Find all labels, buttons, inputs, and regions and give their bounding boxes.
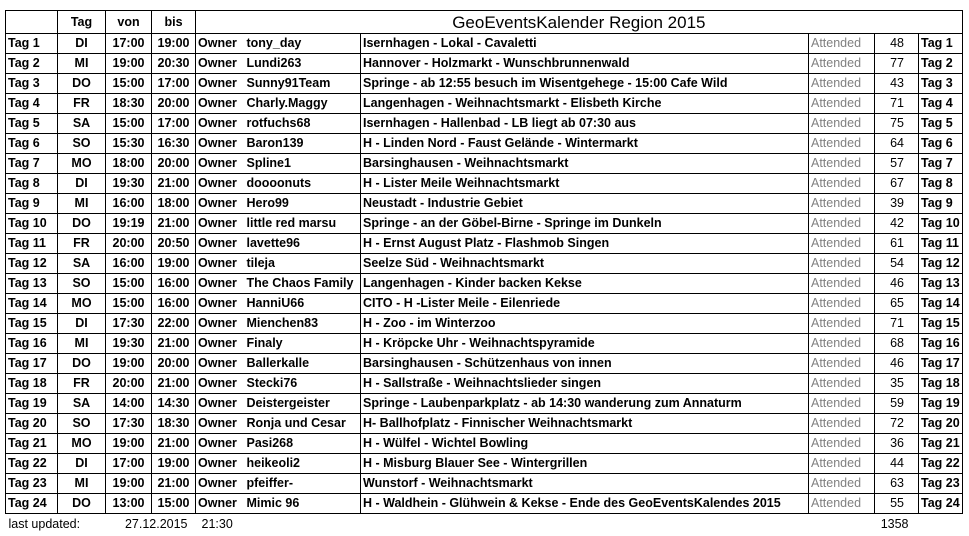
event-cell[interactable]: H- Ballhofplatz - Finnischer Weihnachtsmarkt (361, 414, 809, 434)
time-from-cell[interactable]: 19:00 (106, 354, 152, 374)
owner-name-cell[interactable]: lavette96 (245, 234, 361, 254)
time-from-cell[interactable]: 20:00 (106, 374, 152, 394)
day-label-cell[interactable]: Tag 13 (6, 274, 58, 294)
owner-name-cell[interactable]: Charly.Maggy (245, 94, 361, 114)
table-row (6, 154, 963, 174)
time-to-cell[interactable]: 20:00 (152, 94, 196, 114)
time-from-cell[interactable]: 17:00 (106, 454, 152, 474)
owner-name-cell[interactable]: heikeoli2 (245, 454, 361, 474)
status-cell[interactable]: Attended (809, 334, 875, 354)
attended-count-cell[interactable]: 54 (875, 254, 919, 274)
event-cell[interactable]: H - Sallstraße - Weihnachtslieder singen (361, 374, 809, 394)
event-cell[interactable]: Langenhagen - Weihnachtsmarkt - Elisbeth Kirche (361, 94, 809, 114)
owner-name-cell[interactable]: Mimic 96 (245, 494, 361, 514)
day-label-cell[interactable]: Tag 9 (6, 194, 58, 214)
weekday-cell[interactable]: MO (58, 154, 106, 174)
day-label-right-cell[interactable]: Tag 19 (919, 394, 963, 414)
owner-label-cell[interactable]: Owner (196, 54, 245, 74)
owner-name-cell[interactable]: Ballerkalle (245, 354, 361, 374)
attended-count-cell[interactable]: 75 (875, 114, 919, 134)
time-to-cell[interactable]: 22:00 (152, 314, 196, 334)
owner-name-cell[interactable]: Spline1 (245, 154, 361, 174)
last-updated-time[interactable]: 21:30 (201, 517, 233, 531)
owner-label-cell[interactable]: Owner (196, 234, 245, 254)
status-cell[interactable]: Attended (809, 434, 875, 454)
status-cell[interactable]: Attended (809, 194, 875, 214)
weekday-cell[interactable]: SA (58, 394, 106, 414)
weekday-cell[interactable]: FR (58, 94, 106, 114)
day-label-right-cell[interactable]: Tag 16 (919, 334, 963, 354)
status-cell[interactable]: Attended (809, 454, 875, 474)
status-cell[interactable]: Attended (809, 474, 875, 494)
time-from-cell[interactable]: 15:00 (106, 294, 152, 314)
table-row (6, 374, 963, 394)
day-label-right-cell[interactable]: Tag 3 (919, 74, 963, 94)
attended-count-cell[interactable]: 59 (875, 394, 919, 414)
attended-count-cell[interactable]: 44 (875, 454, 919, 474)
owner-label-cell[interactable]: Owner (196, 134, 245, 154)
status-cell[interactable]: Attended (809, 154, 875, 174)
day-label-cell[interactable]: Tag 15 (6, 314, 58, 334)
time-from-cell[interactable]: 19:00 (106, 54, 152, 74)
owner-name-cell[interactable]: Baron139 (245, 134, 361, 154)
status-cell[interactable]: Attended (809, 234, 875, 254)
day-label-right-cell[interactable]: Tag 22 (919, 454, 963, 474)
event-cell[interactable]: Hannover - Holzmarkt - Wunschbrunnenwald (361, 54, 809, 74)
owner-name-cell[interactable]: The Chaos Family (245, 274, 361, 294)
weekday-cell[interactable]: DO (58, 214, 106, 234)
day-label-right-cell[interactable]: Tag 8 (919, 174, 963, 194)
time-from-cell[interactable]: 13:00 (106, 494, 152, 514)
attended-count-cell[interactable]: 35 (875, 374, 919, 394)
day-label-cell[interactable]: Tag 18 (6, 374, 58, 394)
time-from-cell[interactable]: 19:00 (106, 474, 152, 494)
weekday-cell[interactable]: DO (58, 494, 106, 514)
owner-label-cell[interactable]: Owner (196, 314, 245, 334)
status-cell[interactable]: Attended (809, 274, 875, 294)
time-to-cell[interactable]: 16:30 (152, 134, 196, 154)
table-row (6, 354, 963, 374)
day-label-right-cell[interactable]: Tag 12 (919, 254, 963, 274)
event-cell[interactable]: H - Misburg Blauer See - Wintergrillen (361, 454, 809, 474)
day-label-right-cell[interactable]: Tag 14 (919, 294, 963, 314)
attended-count-cell[interactable]: 46 (875, 274, 919, 294)
day-label-cell[interactable]: Tag 19 (6, 394, 58, 414)
weekday-cell[interactable]: SO (58, 414, 106, 434)
owner-label-cell[interactable]: Owner (196, 334, 245, 354)
event-cell[interactable]: Springe - ab 12:55 besuch im Wisentgehege - 15:00 Cafe Wild (361, 74, 809, 94)
time-to-cell[interactable]: 18:00 (152, 194, 196, 214)
day-label-cell[interactable]: Tag 17 (6, 354, 58, 374)
day-label-cell[interactable]: Tag 3 (6, 74, 58, 94)
time-to-cell[interactable]: 16:00 (152, 274, 196, 294)
owner-name-cell[interactable]: Finaly (245, 334, 361, 354)
time-to-cell[interactable]: 21:00 (152, 434, 196, 454)
weekday-cell[interactable]: MI (58, 194, 106, 214)
weekday-cell[interactable]: MO (58, 294, 106, 314)
day-label-right-cell[interactable]: Tag 7 (919, 154, 963, 174)
weekday-cell[interactable]: SO (58, 274, 106, 294)
day-label-right-cell[interactable]: Tag 1 (919, 34, 963, 54)
weekday-cell[interactable]: DI (58, 174, 106, 194)
status-cell[interactable]: Attended (809, 254, 875, 274)
weekday-cell[interactable]: FR (58, 234, 106, 254)
day-label-cell[interactable]: Tag 11 (6, 234, 58, 254)
attended-count-cell[interactable]: 39 (875, 194, 919, 214)
table-row (6, 234, 963, 254)
table-row (6, 434, 963, 454)
event-cell[interactable]: Neustadt - Industrie Gebiet (361, 194, 809, 214)
table-row (6, 454, 963, 474)
status-cell[interactable]: Attended (809, 54, 875, 74)
owner-label-cell[interactable]: Owner (196, 114, 245, 134)
footer-spacer[interactable] (245, 514, 875, 535)
time-to-cell[interactable]: 20:50 (152, 234, 196, 254)
time-to-cell[interactable]: 20:00 (152, 354, 196, 374)
event-cell[interactable]: Barsinghausen - Schützenhaus von innen (361, 354, 809, 374)
event-cell[interactable]: CITO - H -Lister Meile - Eilenriede (361, 294, 809, 314)
owner-label-cell[interactable]: Owner (196, 214, 245, 234)
time-to-cell[interactable]: 19:00 (152, 254, 196, 274)
time-to-cell[interactable]: 17:00 (152, 74, 196, 94)
owner-name-cell[interactable]: rotfuchs68 (245, 114, 361, 134)
status-cell[interactable]: Attended (809, 214, 875, 234)
day-label-cell[interactable]: Tag 1 (6, 34, 58, 54)
event-cell[interactable]: Wunstorf - Weihnachtsmarkt (361, 474, 809, 494)
owner-name-cell[interactable]: Ronja und Cesar (245, 414, 361, 434)
day-label-right-cell[interactable]: Tag 20 (919, 414, 963, 434)
time-to-cell[interactable]: 19:00 (152, 454, 196, 474)
status-cell[interactable]: Attended (809, 414, 875, 434)
time-to-cell[interactable]: 15:00 (152, 494, 196, 514)
event-cell[interactable]: H - Linden Nord - Faust Gelände - Wintermarkt (361, 134, 809, 154)
owner-name-cell[interactable]: Pasi268 (245, 434, 361, 454)
day-label-cell[interactable]: Tag 20 (6, 414, 58, 434)
status-cell[interactable]: Attended (809, 174, 875, 194)
attended-count-cell[interactable]: 46 (875, 354, 919, 374)
time-from-cell[interactable]: 19:30 (106, 174, 152, 194)
owner-name-cell[interactable]: Deistergeister (245, 394, 361, 414)
owner-name-cell[interactable]: little red marsu (245, 214, 361, 234)
events-table (5, 10, 963, 534)
status-cell[interactable]: Attended (809, 354, 875, 374)
last-updated-date[interactable]: 27.12.2015 (124, 517, 188, 531)
day-label-cell[interactable]: Tag 12 (6, 254, 58, 274)
event-cell[interactable]: Langenhagen - Kinder backen Kekse (361, 274, 809, 294)
status-cell[interactable]: Attended (809, 94, 875, 114)
weekday-cell[interactable]: DI (58, 34, 106, 54)
event-cell[interactable]: H - Wülfel - Wichtel Bowling (361, 434, 809, 454)
day-label-right-cell[interactable]: Tag 13 (919, 274, 963, 294)
time-to-cell[interactable]: 18:30 (152, 414, 196, 434)
attended-count-cell[interactable]: 71 (875, 94, 919, 114)
weekday-cell[interactable]: MI (58, 54, 106, 74)
status-cell[interactable]: Attended (809, 294, 875, 314)
time-to-cell[interactable]: 19:00 (152, 34, 196, 54)
day-label-right-cell[interactable]: Tag 23 (919, 474, 963, 494)
last-updated-label[interactable]: last updated: (8, 517, 81, 531)
attended-total[interactable]: 1358 (880, 517, 909, 531)
table-row (6, 334, 963, 354)
day-label-right-cell[interactable]: Tag 6 (919, 134, 963, 154)
day-label-cell[interactable]: Tag 21 (6, 434, 58, 454)
time-from-cell[interactable]: 19:00 (106, 434, 152, 454)
owner-label-cell[interactable]: Owner (196, 174, 245, 194)
time-to-cell[interactable]: 21:00 (152, 474, 196, 494)
owner-label-cell[interactable]: Owner (196, 354, 245, 374)
table-row (6, 394, 963, 414)
status-cell[interactable]: Attended (809, 114, 875, 134)
event-cell[interactable]: H - Waldhein - Glühwein & Kekse - Ende des GeoEventsKalendes 2015 (361, 494, 809, 514)
footer-spacer-end[interactable] (919, 514, 963, 535)
event-cell[interactable]: Springe - Laubenparkplatz - ab 14:30 wanderung zum Annaturm (361, 394, 809, 414)
day-label-right-cell[interactable]: Tag 18 (919, 374, 963, 394)
attended-count-cell[interactable]: 57 (875, 154, 919, 174)
status-cell[interactable]: Attended (809, 134, 875, 154)
table-row (6, 134, 963, 154)
weekday-cell[interactable]: DI (58, 454, 106, 474)
day-label-cell[interactable]: Tag 16 (6, 334, 58, 354)
day-label-cell[interactable]: Tag 7 (6, 154, 58, 174)
day-label-right-cell[interactable]: Tag 17 (919, 354, 963, 374)
weekday-cell[interactable]: DI (58, 314, 106, 334)
time-from-cell[interactable]: 17:30 (106, 314, 152, 334)
table-row (6, 174, 963, 194)
event-cell[interactable]: Isernhagen - Lokal - Cavaletti (361, 34, 809, 54)
weekday-cell[interactable]: MI (58, 334, 106, 354)
day-label-cell[interactable]: Tag 6 (6, 134, 58, 154)
time-to-cell[interactable]: 21:00 (152, 334, 196, 354)
time-to-cell[interactable]: 21:00 (152, 214, 196, 234)
time-to-cell[interactable]: 21:00 (152, 374, 196, 394)
time-from-cell[interactable]: 15:00 (106, 274, 152, 294)
weekday-cell[interactable]: SO (58, 134, 106, 154)
owner-label-cell[interactable]: Owner (196, 274, 245, 294)
time-to-cell[interactable]: 14:30 (152, 394, 196, 414)
header-tag[interactable]: Tag (58, 11, 106, 34)
weekday-cell[interactable]: SA (58, 254, 106, 274)
time-from-cell[interactable]: 19:19 (106, 214, 152, 234)
owner-name-cell[interactable]: Hero99 (245, 194, 361, 214)
attended-count-cell[interactable]: 68 (875, 334, 919, 354)
time-from-cell[interactable]: 17:30 (106, 414, 152, 434)
day-label-cell[interactable]: Tag 4 (6, 94, 58, 114)
day-label-cell[interactable]: Tag 14 (6, 294, 58, 314)
day-label-cell[interactable]: Tag 24 (6, 494, 58, 514)
table-row (6, 74, 963, 94)
owner-name-cell[interactable]: Stecki76 (245, 374, 361, 394)
day-label-cell[interactable]: Tag 2 (6, 54, 58, 74)
attended-count-cell[interactable]: 42 (875, 214, 919, 234)
attended-count-cell[interactable]: 36 (875, 434, 919, 454)
owner-name-cell[interactable]: HanniU66 (245, 294, 361, 314)
event-cell[interactable]: Seelze Süd - Weihnachtsmarkt (361, 254, 809, 274)
status-cell[interactable]: Attended (809, 394, 875, 414)
table-row (6, 474, 963, 494)
event-cell[interactable]: H - Lister Meile Weihnachtsmarkt (361, 174, 809, 194)
table-row (6, 114, 963, 134)
day-label-cell[interactable]: Tag 22 (6, 454, 58, 474)
owner-label-cell[interactable]: Owner (196, 454, 245, 474)
attended-count-cell[interactable]: 67 (875, 174, 919, 194)
attended-count-cell[interactable]: 43 (875, 74, 919, 94)
owner-label-cell[interactable]: Owner (196, 394, 245, 414)
day-label-right-cell[interactable]: Tag 5 (919, 114, 963, 134)
time-from-cell[interactable]: 19:30 (106, 334, 152, 354)
owner-label-cell[interactable]: Owner (196, 254, 245, 274)
day-label-right-cell[interactable]: Tag 15 (919, 314, 963, 334)
time-from-cell[interactable]: 16:00 (106, 194, 152, 214)
time-from-cell[interactable]: 18:30 (106, 94, 152, 114)
attended-count-cell[interactable]: 61 (875, 234, 919, 254)
day-label-right-cell[interactable]: Tag 9 (919, 194, 963, 214)
day-label-right-cell[interactable]: Tag 10 (919, 214, 963, 234)
weekday-cell[interactable]: SA (58, 114, 106, 134)
table-row (6, 254, 963, 274)
event-cell[interactable]: Isernhagen - Hallenbad - LB liegt ab 07:30 aus (361, 114, 809, 134)
owner-name-cell[interactable]: doooonuts (245, 174, 361, 194)
weekday-cell[interactable]: MO (58, 434, 106, 454)
footer-row (6, 514, 963, 535)
day-label-right-cell[interactable]: Tag 4 (919, 94, 963, 114)
time-from-cell[interactable]: 15:00 (106, 74, 152, 94)
attended-count-cell[interactable]: 48 (875, 34, 919, 54)
status-cell[interactable]: Attended (809, 34, 875, 54)
status-cell[interactable]: Attended (809, 374, 875, 394)
day-label-right-cell[interactable]: Tag 2 (919, 54, 963, 74)
time-from-cell[interactable]: 16:00 (106, 254, 152, 274)
day-label-right-cell[interactable]: Tag 24 (919, 494, 963, 514)
event-cell[interactable]: Barsinghausen - Weihnachtsmarkt (361, 154, 809, 174)
day-label-right-cell[interactable]: Tag 11 (919, 234, 963, 254)
time-from-cell[interactable]: 20:00 (106, 234, 152, 254)
time-to-cell[interactable]: 17:00 (152, 114, 196, 134)
owner-name-cell[interactable]: tony_day (245, 34, 361, 54)
owner-label-cell[interactable]: Owner (196, 74, 245, 94)
status-cell[interactable]: Attended (809, 494, 875, 514)
attended-count-cell[interactable]: 55 (875, 494, 919, 514)
owner-label-cell[interactable]: Owner (196, 94, 245, 114)
owner-label-cell[interactable]: Owner (196, 474, 245, 494)
owner-name-cell[interactable]: Sunny91Team (245, 74, 361, 94)
time-to-cell[interactable]: 21:00 (152, 174, 196, 194)
time-to-cell[interactable]: 16:00 (152, 294, 196, 314)
table-row (6, 414, 963, 434)
sheet-title[interactable]: GeoEventsKalender Region 2015 (196, 11, 963, 34)
day-label-right-cell[interactable]: Tag 21 (919, 434, 963, 454)
header-bis[interactable]: bis (152, 11, 196, 34)
weekday-cell[interactable]: DO (58, 354, 106, 374)
time-from-cell[interactable]: 18:00 (106, 154, 152, 174)
owner-name-cell[interactable]: tileja (245, 254, 361, 274)
day-label-cell[interactable]: Tag 5 (6, 114, 58, 134)
day-label-cell[interactable]: Tag 10 (6, 214, 58, 234)
day-label-cell[interactable]: Tag 8 (6, 174, 58, 194)
table-row (6, 94, 963, 114)
time-from-cell[interactable]: 15:00 (106, 114, 152, 134)
table-row (6, 274, 963, 294)
owner-label-cell[interactable]: Owner (196, 294, 245, 314)
owner-name-cell[interactable]: Lundi263 (245, 54, 361, 74)
owner-label-cell[interactable]: Owner (196, 154, 245, 174)
attended-count-cell[interactable]: 65 (875, 294, 919, 314)
weekday-cell[interactable]: MI (58, 474, 106, 494)
event-cell[interactable]: Springe - an der Göbel-Birne - Springe im Dunkeln (361, 214, 809, 234)
attended-count-cell[interactable]: 64 (875, 134, 919, 154)
attended-count-cell[interactable]: 77 (875, 54, 919, 74)
owner-label-cell[interactable]: Owner (196, 34, 245, 54)
header-empty-cell[interactable] (6, 11, 58, 34)
table-row (6, 34, 963, 54)
weekday-cell[interactable]: FR (58, 374, 106, 394)
attended-count-cell[interactable]: 72 (875, 414, 919, 434)
day-label-cell[interactable]: Tag 23 (6, 474, 58, 494)
attended-count-cell[interactable]: 71 (875, 314, 919, 334)
status-cell[interactable]: Attended (809, 314, 875, 334)
table-row (6, 494, 963, 514)
time-to-cell[interactable]: 20:30 (152, 54, 196, 74)
event-cell[interactable]: H - Zoo - im Winterzoo (361, 314, 809, 334)
attended-count-cell[interactable]: 63 (875, 474, 919, 494)
time-from-cell[interactable]: 17:00 (106, 34, 152, 54)
table-row (6, 214, 963, 234)
weekday-cell[interactable]: DO (58, 74, 106, 94)
owner-label-cell[interactable]: Owner (196, 194, 245, 214)
header-row (6, 11, 963, 34)
table-row (6, 194, 963, 214)
status-cell[interactable]: Attended (809, 74, 875, 94)
table-row (6, 294, 963, 314)
time-from-cell[interactable]: 14:00 (106, 394, 152, 414)
table-row (6, 314, 963, 334)
event-cell[interactable]: H - Ernst August Platz - Flashmob Singen (361, 234, 809, 254)
owner-label-cell[interactable]: Owner (196, 494, 245, 514)
owner-name-cell[interactable]: Mienchen83 (245, 314, 361, 334)
header-von[interactable]: von (106, 11, 152, 34)
owner-name-cell[interactable]: pfeiffer- (245, 474, 361, 494)
owner-label-cell[interactable]: Owner (196, 374, 245, 394)
event-cell[interactable]: H - Kröpcke Uhr - Weihnachtspyramide (361, 334, 809, 354)
table-row (6, 54, 963, 74)
owner-label-cell[interactable]: Owner (196, 414, 245, 434)
time-from-cell[interactable]: 15:30 (106, 134, 152, 154)
time-to-cell[interactable]: 20:00 (152, 154, 196, 174)
owner-label-cell[interactable]: Owner (196, 434, 245, 454)
